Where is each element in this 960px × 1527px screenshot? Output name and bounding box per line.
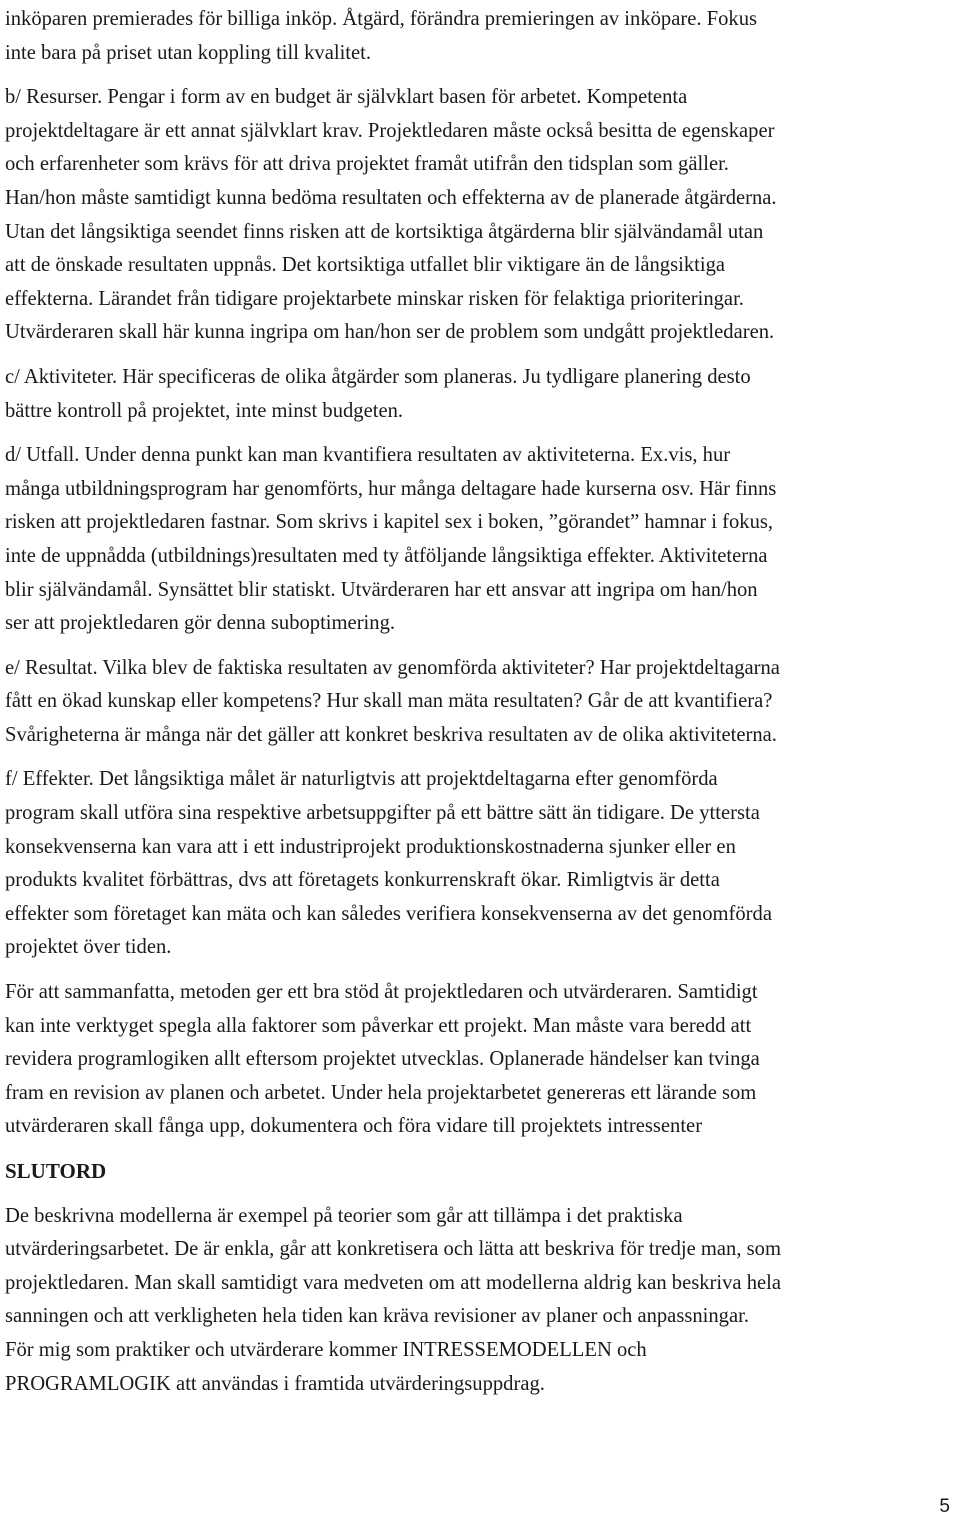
document-body	[5, 3, 957, 1401]
paragraph-closing	[5, 1200, 957, 1402]
text-line: Svårigheterna är många när det gäller att konkret beskriva resultaten av de olika aktiviteterna.	[5, 723, 777, 746]
text-line: e/ Resultat. Vilka blev de faktiska resultaten av genomförda aktiviteter? Har projektdeltagarna	[5, 656, 780, 679]
page-number: 5	[939, 1496, 950, 1517]
text-line: bättre kontroll på projektet, inte minst budgeten.	[5, 399, 404, 422]
text-line: inköparen premierades för billiga inköp. Åtgärd, förändra premieringen av inköpare. Fokus	[5, 8, 758, 30]
text-line: projektet över tiden.	[5, 936, 172, 959]
text-line: För att sammanfatta, metoden ger ett bra stöd åt projektledaren och utvärderaren. Samtidigt	[5, 981, 758, 1004]
text-line: Utan det långsiktiga seendet finns risken att de kortsiktiga åtgärderna blir självändamål utan	[5, 220, 764, 243]
text-line: fram en revision av planen och arbetet. Under hela projektarbetet genereras ett lärande som	[5, 1081, 757, 1104]
text-line: sanningen och att verkligheten hela tiden kan kräva revisioner av planer och anpassningar.	[5, 1305, 749, 1328]
text-line: risken att projektledaren fastnar. Som skrivs i kapitel sex i boken, ”görandet” hamnar i fokus,	[5, 511, 774, 534]
text-line: och erfarenheter som krävs för att driva projektet framåt utifrån den tidsplan som gäller.	[5, 153, 729, 176]
text-line: inte de uppnådda (utbildnings)resultaten med ty åtföljande långsiktiga effekter. Aktiviteterna	[5, 544, 768, 567]
text-line: projektledaren. Man skall samtidigt vara medveten om att modellerna aldrig kan beskriva hela	[5, 1271, 782, 1294]
paragraph-utfall	[5, 439, 957, 641]
text-line: De beskrivna modellerna är exempel på teorier som går att tillämpa i det praktiska	[5, 1204, 683, 1227]
text-line: att de önskade resultaten uppnås. Det kortsiktiga utfallet blir viktigare än de långsiktiga	[5, 254, 726, 277]
text-line: effekterna. Lärandet från tidigare projektarbete minskar risken för felaktiga prioriteringar.	[5, 287, 744, 310]
text-line: b/ Resurser. Pengar i form av en budget är självklart basen för arbetet. Kompetenta	[5, 86, 688, 109]
text-line: f/ Effekter. Det långsiktiga målet är naturligtvis att projektdeltagarna efter genomförda	[5, 768, 718, 791]
text-line: blir självändamål. Synsättet blir statiskt. Utvärderaren har ett ansvar att ingripa om han/hon	[5, 578, 758, 601]
text-line: kan inte verktyget spegla alla faktorer som påverkar ett projekt. Man måste vara beredd att	[5, 1014, 752, 1037]
text-line: c/ Aktiviteter. Här specificeras de olika åtgärder som planeras. Ju tydligare planering desto	[5, 365, 751, 388]
text-line: ser att projektledaren gör denna suboptimering.	[5, 612, 396, 635]
text-line: inte bara på priset utan koppling till kvalitet.	[5, 41, 372, 64]
text-line: revidera programlogiken allt eftersom projektet utvecklas. Oplanerade händelser kan tvinga	[5, 1048, 760, 1071]
paragraph-effekter	[5, 763, 957, 965]
text-line: d/ Utfall. Under denna punkt kan man kvantifiera resultaten av aktiviteterna. Ex.vis, hur	[5, 444, 731, 467]
paragraph-resurser	[5, 81, 957, 350]
paragraph-resultat	[5, 652, 957, 753]
paragraph-aktiviteter	[5, 361, 957, 428]
text-line: Utvärderaren skall här kunna ingripa om han/hon ser de problem som undgått projektledaren.	[5, 321, 775, 344]
text-line: För mig som praktiker och utvärderare kommer INTRESSEMODELLEN och	[5, 1338, 647, 1361]
text-line: många utbildningsprogram har genomförts, hur många deltagare hade kurserna osv. Här finns	[5, 477, 777, 500]
text-line: utvärderingsarbetet. De är enkla, går att konkretisera och lätta att beskriva för tredje man, som	[5, 1238, 781, 1261]
text-line: produkts kvalitet förbättras, dvs att företagets konkurrenskraft ökar. Rimligtvis är detta	[5, 869, 720, 892]
text-line: konsekvenserna kan vara att i ett industriprojekt produktionskostnaderna sjunker eller en	[5, 835, 736, 858]
text-line: PROGRAMLOGIK att användas i framtida utvärderingsuppdrag.	[5, 1372, 545, 1395]
text-line: projektdeltagare är ett annat självklart krav. Projektledaren måste också besitta de egenskaper	[5, 119, 775, 142]
paragraph-inkopare	[5, 3, 957, 70]
text-line: utvärderaren skall fånga upp, dokumentera och föra vidare till projektets intressenter	[5, 1115, 703, 1138]
section-heading-slutord: SLUTORD	[5, 1159, 107, 1183]
text-line: fått en ökad kunskap eller kompetens? Hur skall man mäta resultaten? Går de att kvantifiera?	[5, 690, 773, 713]
text-line: Han/hon måste samtidigt kunna bedöma resultaten och effekterna av de planerade åtgärderna.	[5, 186, 777, 209]
text-line: effekter som företaget kan mäta och kan således verifiera konsekvenserna av det genomförda	[5, 902, 772, 925]
paragraph-sammanfatta	[5, 976, 957, 1144]
text-line: program skall utföra sina respektive arbetsuppgifter på ett bättre sätt än tidigare. De yttersta	[5, 802, 760, 825]
